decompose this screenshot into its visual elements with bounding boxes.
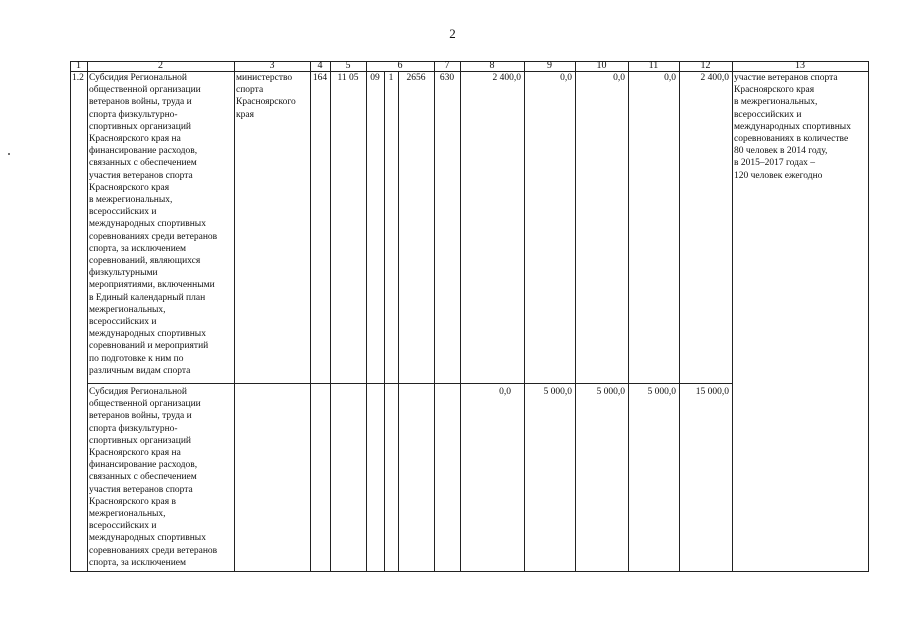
col-border xyxy=(868,61,869,572)
code-item: 2656 xyxy=(406,73,426,83)
amount-col-8-row2: 0,0 xyxy=(499,387,511,397)
header-col-10: 10 xyxy=(596,60,607,71)
header-col-2: 2 xyxy=(158,60,163,71)
col-border xyxy=(330,61,331,572)
col-border xyxy=(310,61,311,572)
header-col-4: 4 xyxy=(317,60,323,71)
subsidy-description-2: Субсидия Региональной общественной организации ветеранов войны, труда и спорта физкультурно- спортивных организаций Красноярского края на финансирование расходов, связанных с обеспечением участия ветеранов спорта Красноярского края в межрегиональных, всероссийских и международных спортивных соревнованиях среди ветеранов спорта, за исключением xyxy=(89,387,218,568)
page-number: 2 xyxy=(449,26,456,41)
col-border xyxy=(87,61,88,572)
amount-col-10-row2: 5 000,0 xyxy=(596,387,625,397)
amount-col-10: 0,0 xyxy=(613,73,625,83)
amount-col-11-row2: 5 000,0 xyxy=(647,387,676,397)
subsidy-description: Субсидия Региональной общественной организации ветеранов войны, труда и спорта физкультурно- спортивных организаций Красноярского края на финансирование расходов, связанных с обеспечением участия ветеранов спорта Красноярского края в межрегиональных, всероссийских и международных спортивных соревнованиях среди ветеранов спорта, за исключением соревнований, являющихся физкультурными мероприятиями, включенными в Единый календарный план межрегиональных, всероссийских и международных спортивных соревнований и мероприятий по подготовке к ним по различным видам спорта xyxy=(89,73,218,376)
header-col-9: 9 xyxy=(547,60,552,71)
code-program: 09 xyxy=(370,73,380,83)
header-col-1: 1 xyxy=(76,60,81,71)
code-section: 11 05 xyxy=(337,73,359,83)
row-separator xyxy=(87,383,732,384)
amount-col-12: 2 400,0 xyxy=(700,73,729,83)
col-border xyxy=(234,61,235,572)
header-col-13: 13 xyxy=(795,60,805,71)
col-border xyxy=(628,61,629,572)
col-border xyxy=(366,61,367,572)
expected-result: участие ветеранов спорта Красноярского края в межрегиональных, всероссийских и международных спортивных соревнованиях в количестве 80 человек в 2014 году, в 2015–2017 годах – 120 человек ежегодно xyxy=(734,73,851,181)
amount-col-12-row2: 15 000,0 xyxy=(695,387,729,397)
header-col-12: 12 xyxy=(700,60,711,71)
table-bottom-border xyxy=(70,571,869,572)
budget-table xyxy=(70,61,869,572)
col-border xyxy=(384,71,385,572)
col-border xyxy=(70,61,71,572)
amount-col-8: 2 400,0 xyxy=(492,73,521,83)
col-border xyxy=(460,61,461,572)
col-border xyxy=(398,71,399,572)
header-col-8: 8 xyxy=(489,60,495,71)
amount-col-9-row2: 5 000,0 xyxy=(543,387,572,397)
header-col-6: 6 xyxy=(397,60,403,71)
header-col-11: 11 xyxy=(648,60,659,71)
col-border xyxy=(575,61,576,572)
scan-speck xyxy=(8,153,10,155)
col-border xyxy=(524,61,525,572)
code-expense-type: 630 xyxy=(439,73,455,83)
col-border xyxy=(732,61,733,572)
col-border xyxy=(679,61,680,572)
amount-col-9: 0,0 xyxy=(560,73,572,83)
header-col-7: 7 xyxy=(444,60,450,71)
amount-col-11: 0,0 xyxy=(664,73,676,83)
header-col-5: 5 xyxy=(345,60,351,71)
code-subprogram: 1 xyxy=(388,73,394,83)
header-col-3: 3 xyxy=(269,60,275,71)
col-border xyxy=(434,61,435,572)
row-number: 1.2 xyxy=(72,73,84,83)
code-grbs: 164 xyxy=(312,73,328,83)
ministry-name: министерство спорта Красноярского края xyxy=(236,73,296,120)
